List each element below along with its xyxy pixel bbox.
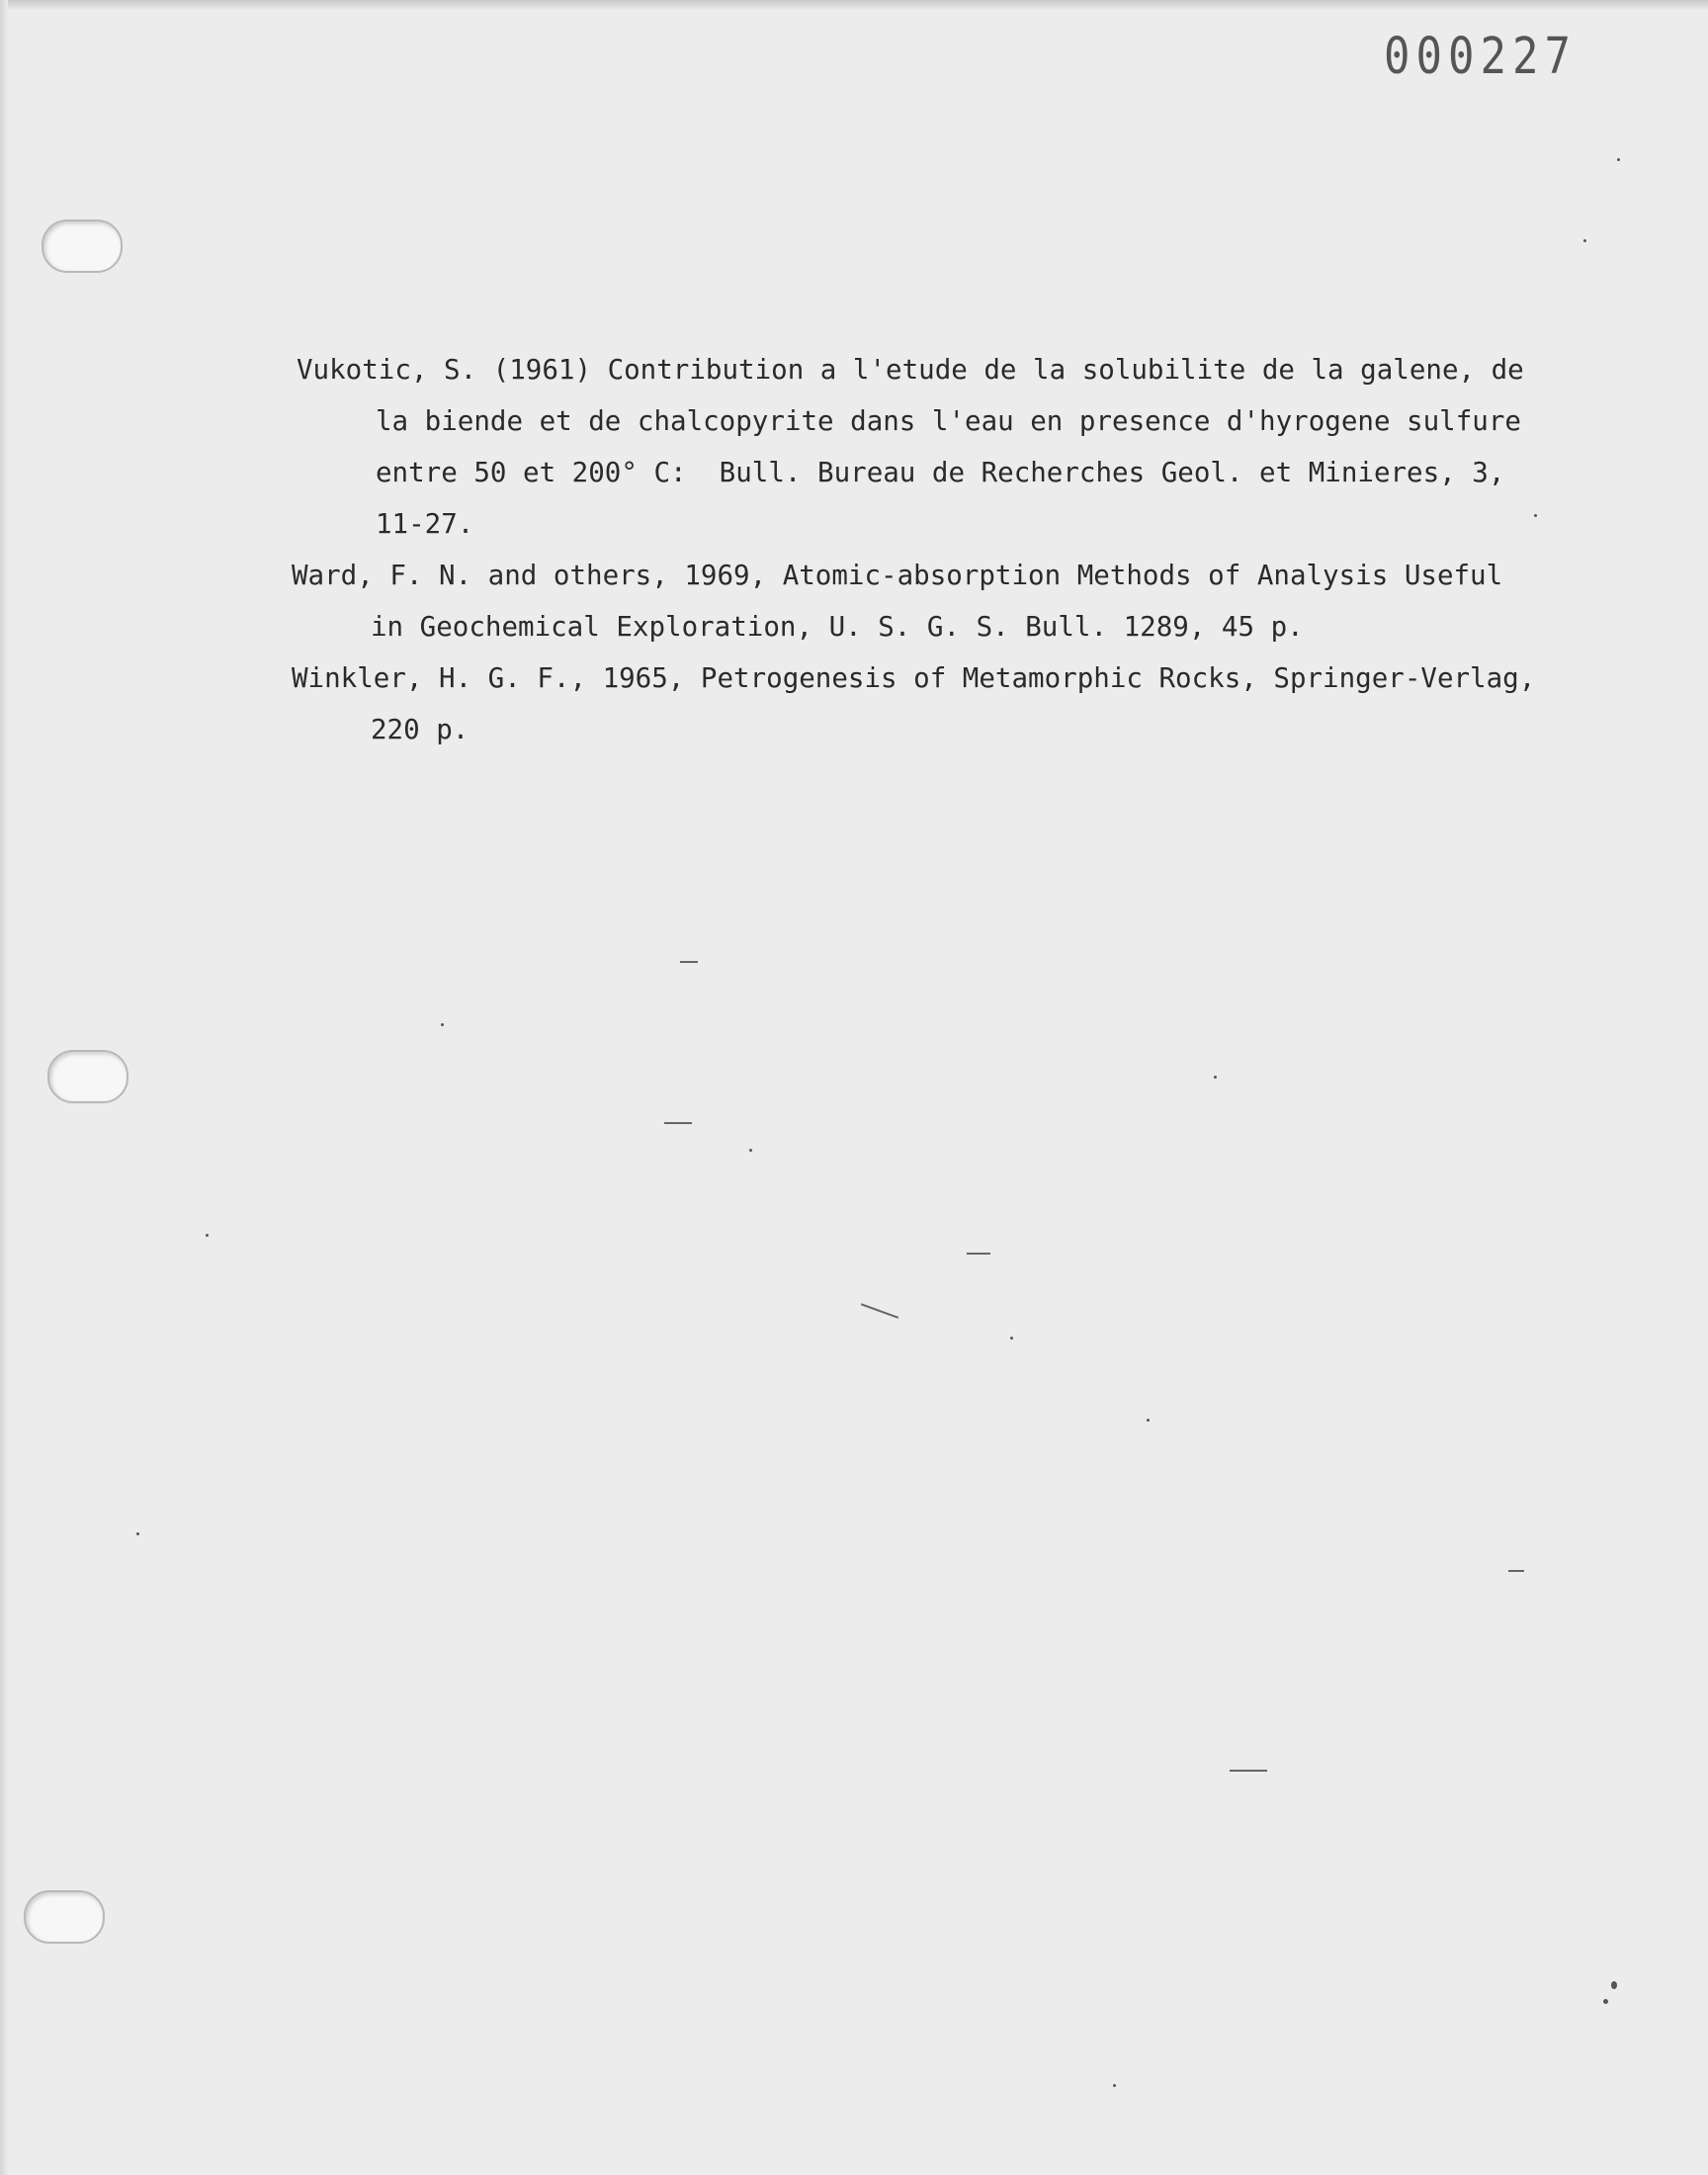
reference-vukotic: Vukotic, S. (1961) Contribution a l'etude de la solubilite de la galene, de la biende et de chalcopyrite dans l'eau en presence d'hyrogene sulfure entre 50 et 200° C: Bull. Bureau de Recherches Geol. et Minieres, 3, 11-27.: [297, 353, 1541, 540]
page-top-edge: [0, 0, 1708, 10]
reference-list: [292, 316, 1552, 755]
punch-hole-bottom: [24, 1890, 105, 1944]
punch-hole-middle: [47, 1050, 128, 1103]
reference-ward: Ward, F. N. and others, 1969, Atomic-absorption Methods of Analysis Useful in Geochemical Exploration, U. S. G. S. Bull. 1289, 45 p.: [292, 559, 1519, 643]
punch-hole-top: [42, 219, 123, 273]
document-page-number: 000227: [1384, 28, 1577, 86]
page-left-edge: [0, 0, 8, 2175]
reference-winkler: Winkler, H. G. F., 1965, Petrogenesis of Metamorphic Rocks, Springer-Verlag, 220 p.: [292, 661, 1552, 745]
